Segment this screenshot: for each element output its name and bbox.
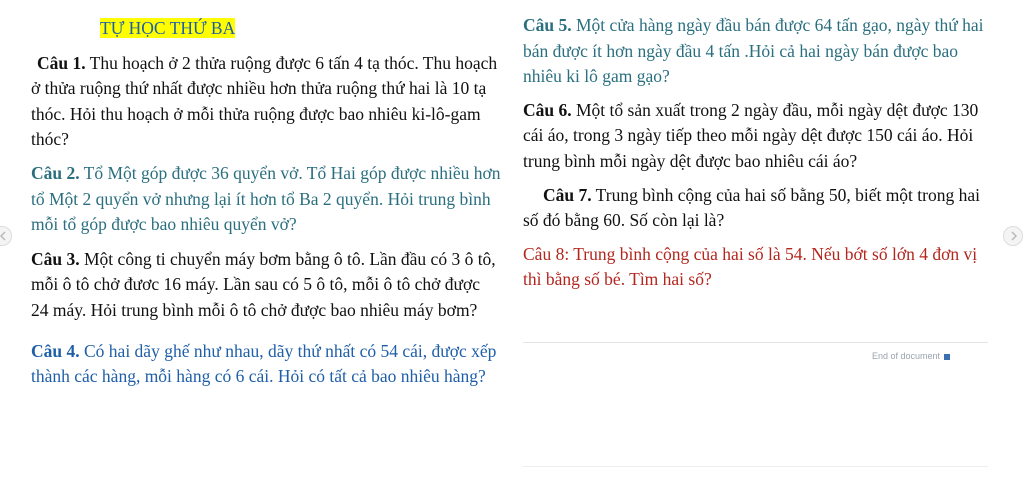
bottom-divider [523,466,988,467]
chevron-right-icon [1009,231,1019,241]
previous-page-button[interactable] [0,226,12,246]
question-5-label: Câu 5. [523,15,572,35]
right-column [523,13,985,293]
question-8-text: Câu 8: Trung bình cộng của hai số là 54. Nếu bớt số lớn 4 đơn vị thì bằng số bé. Tìm hai số? [523,243,978,290]
question-4-text: Có hai dãy ghế như nhau, dãy thứ nhất có 54 cái, được xếp thành các hàng, mỗi hàng có 6 cái. Hỏi có tất cả bao nhiêu hàng? [31,340,497,387]
question-2-text: Tổ Một góp được 36 quyển vở. Tổ Hai góp được nhiều hơn tổ Một 2 quyển vở nhưng lại ít hơn tổ Ba 2 quyển. Hỏi trung bình mỗi tổ góp được bao nhiêu quyển vở? [31,162,501,235]
next-page-button[interactable] [1003,226,1023,246]
question-1-text: Thu hoạch ở 2 thửa ruộng được 6 tấn 4 tạ thóc. Thu hoạch ở thửa ruộng thứ nhất được nhiều hơn thửa ruộng thứ hai là 10 tạ thóc. Hỏi thu hoạch ở mỗi thửa ruộng được bao nhiêu ki-lô-gam thóc? [31,52,498,150]
question-4 [31,339,501,390]
question-3 [31,247,501,324]
question-8 [523,242,985,293]
page-divider [523,342,988,343]
question-5-text: Một cửa hàng ngày đầu bán được 64 tấn gạo, ngày thứ hai bán được ít hơn ngày đầu 4 tấn .Hỏi cả hai ngày bán được bao nhiêu ki lô gam gạo? [523,15,984,87]
question-7-label: Câu 7. [543,184,592,205]
question-4-label: Câu 4. [31,340,80,361]
question-7-text: Trung bình cộng của hai số bằng 50, biết một trong hai số đó bằng 60. Số còn lại là? [523,184,980,231]
question-3-text: Một công ti chuyển máy bơm bằng ô tô. Lần đầu có 3 ô tô, mỗi ô tô chở đươc 16 máy. Lần sau có 5 ô tô, mỗi ô tô chở được 24 máy. Hỏi trung bình mỗi ô tô chở được bao nhiêu máy bơm? [31,248,496,320]
question-7 [523,183,985,234]
question-2 [31,161,501,238]
end-of-document-marker [872,350,950,362]
end-square-icon [944,354,950,360]
question-3-label: Câu 3. [31,248,80,269]
question-6 [523,98,985,175]
question-1 [31,51,501,153]
page-title [100,16,501,42]
chevron-left-icon [0,231,8,241]
question-5 [523,13,985,90]
question-6-text: Một tổ sản xuất trong 2 ngày đầu, mỗi ngày dệt được 130 cái áo, trong 3 ngày tiếp theo mỗi ngày dệt được 150 cái áo. Hỏi trung bình mỗi ngày dệt được bao nhiêu cái áo? [523,99,979,171]
end-of-document-label: End of document [872,351,941,361]
title-highlight: TỰ HỌC THỨ BA [100,18,236,38]
left-column [31,16,501,390]
question-1-label: Câu 1. [37,52,86,73]
question-6-label: Câu 6. [523,99,572,120]
question-2-label: Câu 2. [31,162,80,183]
